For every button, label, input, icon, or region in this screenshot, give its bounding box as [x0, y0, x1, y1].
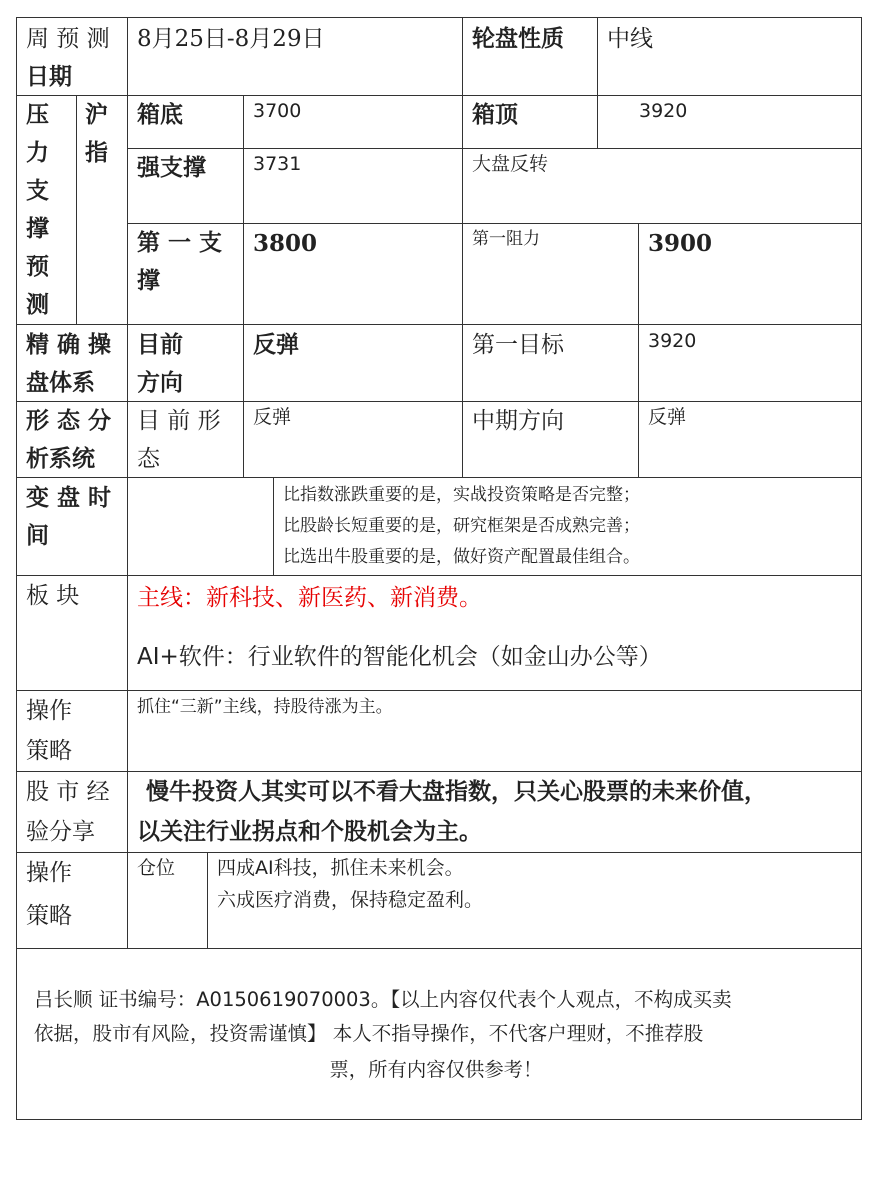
mid-term-direction-value: 反弹: [648, 406, 687, 428]
rule: [127, 223, 862, 224]
experience-text: 慢牛投资人其实可以不看大盘指数，只关心股票的未来价值，: [146, 779, 767, 805]
allocation-line: 六成医疗消费，保持稳定盈利。: [217, 889, 484, 911]
border-top: [16, 17, 862, 18]
pattern-system-label: 形 态 分: [26, 408, 112, 434]
change-time-label: 变 盘 时: [26, 485, 112, 511]
rule: [76, 95, 77, 325]
index-char: 指: [85, 140, 108, 166]
sector-ai-line: AI+软件：行业软件的智能化机会（如金山办公等）: [137, 644, 662, 670]
rule: [243, 95, 244, 478]
rule: [638, 223, 639, 478]
box-bottom-label: 箱底: [137, 102, 183, 128]
first-target-label: 第一目标: [472, 332, 564, 358]
sector-main-line: 主线：新科技、新医药、新消费。: [137, 585, 482, 611]
pressure-char: 支: [26, 178, 49, 204]
rule: [127, 148, 862, 149]
rule: [16, 771, 862, 772]
rule: [462, 95, 463, 478]
first-resistance-value: 3900: [648, 230, 713, 257]
precise-system-label: 精 确 操: [26, 332, 112, 358]
direction-value: 反弹: [253, 332, 299, 358]
nature-label: 轮盘性质: [472, 26, 564, 52]
pressure-char: 测: [26, 292, 49, 318]
border-right: [861, 17, 862, 1120]
disclaimer-line: 票，所有内容仅供参考！: [329, 1058, 543, 1081]
first-support-label-cont: 撑: [137, 268, 160, 294]
nature-value: 中线: [607, 26, 653, 52]
disclaimer-line: 依据，股市有风险，投资需谨慎】 本人不指导操作，不代客户理财，不推荐股: [34, 1022, 704, 1045]
rule: [462, 17, 463, 96]
change-note: 比股龄长短重要的是，研究框架是否成熟完善；: [283, 516, 640, 536]
rule: [16, 401, 862, 402]
first-support-label: 第 一 支: [137, 230, 223, 256]
strategy-text: 抓住“三新”主线，持股待涨为主。: [137, 697, 393, 717]
experience-label-cont: 验分享: [26, 819, 95, 845]
change-note: 比选出牛股重要的是，做好资产配置最佳组合。: [283, 547, 640, 567]
pressure-char: 预: [26, 254, 49, 280]
sector-label: 板 块: [26, 583, 80, 609]
direction-label-cont: 方向: [137, 370, 183, 396]
rule: [16, 690, 862, 691]
index-char: 沪: [85, 102, 108, 128]
rule: [127, 17, 128, 949]
rule: [16, 95, 862, 96]
strategy-label-cont: 策略: [26, 738, 72, 764]
rule: [597, 17, 598, 149]
direction-label: 目前: [137, 332, 183, 358]
mid-term-direction-label: 中期方向: [472, 408, 564, 434]
box-bottom-value: 3700: [253, 100, 302, 122]
first-support-value: 3800: [253, 230, 318, 257]
box-top-value: 3920: [639, 100, 688, 122]
date-value: 8月25日-8月29日: [137, 26, 325, 52]
current-pattern-value: 反弹: [253, 406, 292, 428]
pressure-char: 力: [26, 140, 49, 166]
border-left: [16, 17, 17, 1120]
first-resistance-label: 第一阻力: [472, 229, 540, 249]
week-forecast-label: 周 预 测: [26, 26, 110, 52]
allocation-line: 四成AI科技，抓住未来机会。: [217, 857, 464, 879]
pressure-char: 撑: [26, 216, 49, 242]
pattern-system-label-cont: 析系统: [26, 446, 95, 472]
strong-support-note: 大盘反转: [472, 153, 549, 175]
border-bottom: [16, 1119, 862, 1120]
rule: [16, 948, 862, 949]
current-pattern-label: 目 前 形: [137, 408, 221, 434]
precise-system-label-cont: 盘体系: [26, 370, 95, 396]
position-label: 仓位: [137, 857, 176, 879]
allocation-strategy-label-cont: 策略: [26, 903, 72, 929]
disclaimer-line: 吕长顺 证书编号：A0150619070003。【以上内容仅代表个人观点，不构成买卖: [34, 988, 732, 1011]
box-top-label: 箱顶: [472, 102, 518, 128]
rule: [207, 852, 208, 949]
rule: [16, 477, 862, 478]
first-target-value: 3920: [648, 330, 697, 352]
rule: [16, 324, 862, 325]
rule: [16, 852, 862, 853]
date-label: 日期: [26, 64, 72, 90]
pressure-char: 压: [26, 102, 49, 128]
experience-label: 股 市 经: [26, 779, 110, 805]
rule: [16, 575, 862, 576]
rule: [273, 477, 274, 576]
strategy-label: 操作: [26, 698, 72, 724]
current-pattern-label-cont: 态: [137, 446, 160, 472]
change-time-label-cont: 间: [26, 523, 49, 549]
allocation-strategy-label: 操作: [26, 860, 72, 886]
experience-text-cont: 以关注行业拐点和个股机会为主。: [137, 819, 482, 845]
strong-support-label: 强支撑: [137, 155, 206, 181]
strong-support-value: 3731: [253, 153, 302, 175]
change-note: 比指数涨跌重要的是，实战投资策略是否完整；: [283, 485, 640, 505]
